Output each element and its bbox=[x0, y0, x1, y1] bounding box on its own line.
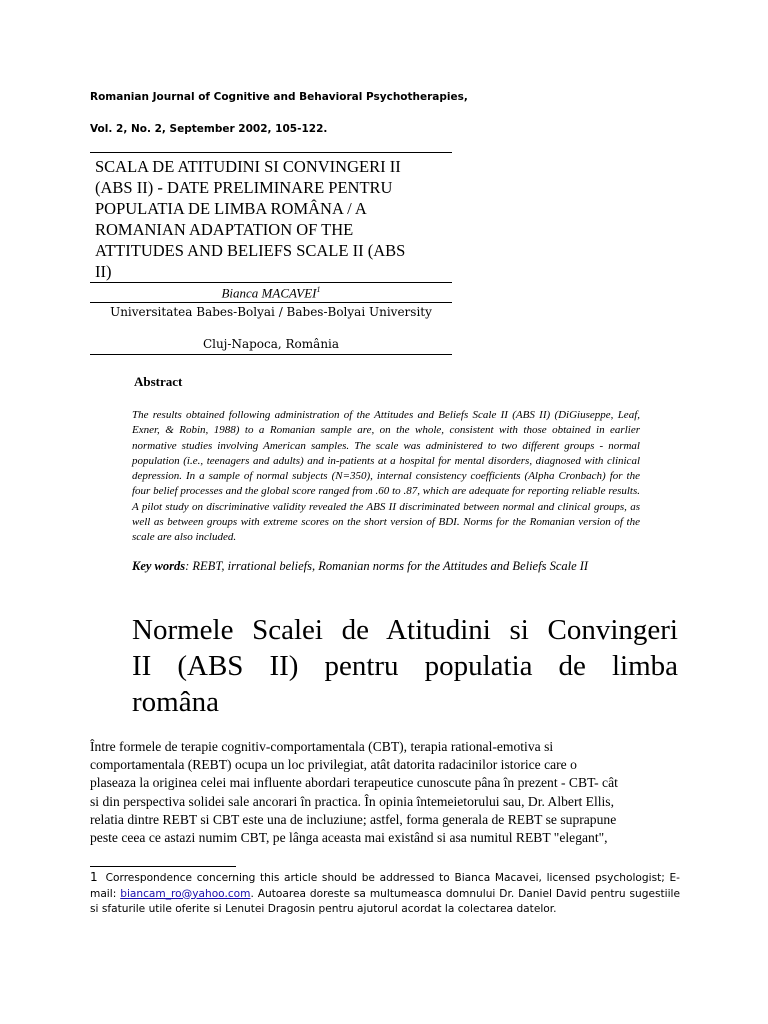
email-link[interactable]: biancam_ro@yahoo.com bbox=[120, 887, 251, 900]
keywords-text: : REBT, irrational beliefs, Romanian norms for the Attitudes and Beliefs Scale II bbox=[185, 559, 589, 573]
author-footnote-mark[interactable]: 1 bbox=[316, 285, 321, 294]
keywords-label: Key words bbox=[132, 559, 186, 573]
body-line: Între formele de terapie cognitiv-comportamentala (CBT), terapia rational-emotiva si bbox=[90, 739, 554, 754]
heading-line: II (ABS II) pentru populatia de limba bbox=[132, 650, 678, 682]
article-title bbox=[90, 152, 452, 283]
journal-name: Romanian Journal of Cognitive and Behavioral Psychotherapies, bbox=[90, 91, 468, 103]
title-line: ROMANIAN ADAPTATION OF THE bbox=[95, 220, 354, 239]
keywords bbox=[132, 558, 640, 575]
abstract-text: The results obtained following administration of the Attitudes and Beliefs Scale II (ABS II) (DiGiuseppe, Leaf, Exner, & Robin, 1988) to a Romanian sample are, on the whole, consistent with those obtained in earlier normative studies involving American samples. The scale was administered to two different groups - normal population (i.e., teenagers and adults) and in-patients at a hospital for mental disorders, diagnosed with clinical depression. In a sample of normal subjects (N=350), internal consistency coefficients (Alpha Cronbach) for the four belief processes and the global score ranged from .60 to .87, which are adequate for reporting reliable results. A pilot study on discriminative validity revealed the ABS II discriminated between normal and clinical groups, as well as between groups with extreme scores on the short version of BDI. Norms for the Romanian version of the scale are also included. bbox=[132, 409, 640, 544]
heading-line: Normele Scalei de Atitudini si Convingeri bbox=[132, 614, 678, 646]
body-line: si din perspectiva solidei sale ancorari în practica. În opinia întemeietorului sau, Dr. Albert Ellis, bbox=[90, 793, 614, 809]
author-name: Bianca MACAVEI bbox=[221, 285, 317, 301]
footnote-number: 1 bbox=[90, 870, 98, 884]
journal-volume: Vol. 2, No. 2, September 2002, 105-122. bbox=[90, 123, 328, 135]
body-line: peste ceea ce astazi numim CBT, pe lânga aceasta mai existând si asa numitul REBT "elegant", bbox=[90, 830, 608, 846]
footnote-text: Correspondence concerning this article should be addressed to Bianca Macavei, licensed psychologist; E-mail: bbox=[90, 872, 680, 900]
body-line: relatia dintre REBT si CBT este una de incluziune; astfel, forma generala de REBT se suprapune bbox=[90, 811, 617, 827]
title-line: SCALA DE ATITUDINI SI CONVINGERI II bbox=[95, 157, 401, 176]
title-line: (ABS II) - DATE PRELIMINARE PENTRU bbox=[95, 178, 393, 197]
body-line: plaseaza la originea celei mai influente abordari terapeutice cunoscute pâna în prezent - CBT- cât bbox=[90, 775, 618, 791]
footnote-divider bbox=[90, 866, 236, 867]
footnote bbox=[90, 870, 680, 918]
abstract-heading: Abstract bbox=[134, 374, 183, 389]
title-line: ATTITUDES AND BELIEFS SCALE II (ABS bbox=[95, 241, 406, 260]
affiliation-university: Universitatea Babes-Bolyai / Babes-Bolyai University bbox=[110, 305, 432, 319]
author bbox=[90, 280, 452, 303]
body-paragraph bbox=[90, 738, 680, 847]
footnote-text-after: . Autoarea doreste sa multumeasca domnului Dr. Daniel David pentru sugestiile si sfaturile utile oferite si Lenutei Dragosin pentru ajutorul acordat la colectarea datelor. bbox=[90, 887, 681, 915]
affiliation-city: Cluj-Napoca, România bbox=[202, 337, 340, 351]
affiliation bbox=[90, 304, 452, 355]
body-line: comportamentala (REBT) ocupa un loc privilegiat, atât datorita radacinilor istorice care o bbox=[90, 757, 577, 773]
title-line: II) bbox=[95, 262, 112, 281]
title-line: POPULATIA DE LIMBA ROMÂNA / A bbox=[95, 199, 367, 218]
heading-line: româna bbox=[132, 686, 219, 718]
section-heading bbox=[132, 612, 678, 720]
